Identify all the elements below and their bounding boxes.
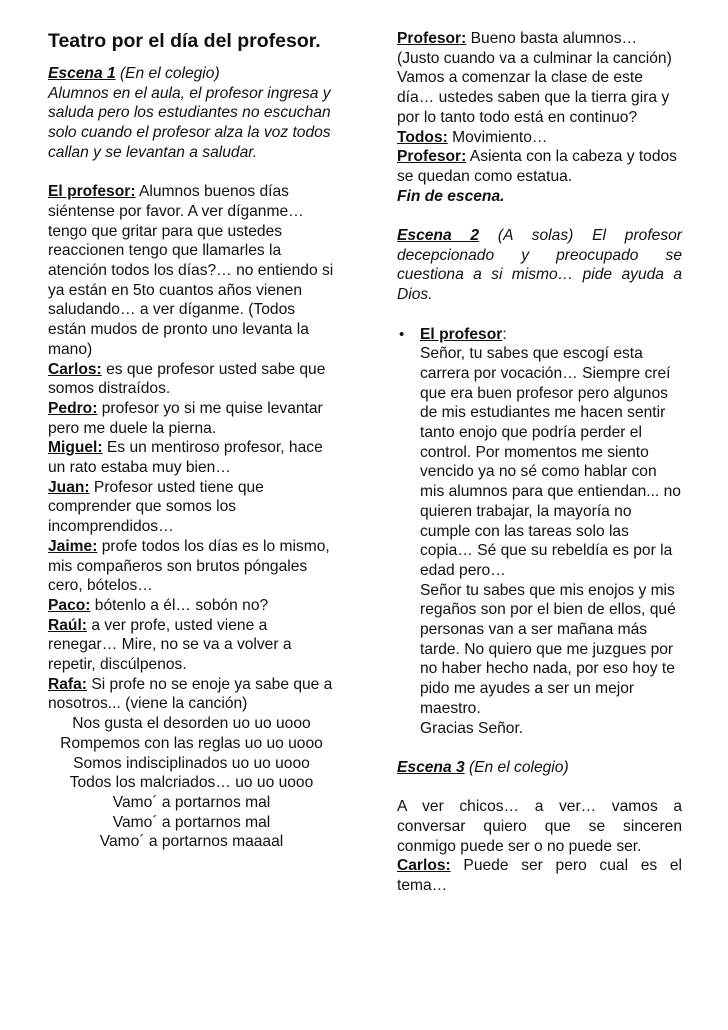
speaker-name: Jaime:	[48, 537, 98, 555]
speaker-name: Juan:	[48, 478, 90, 496]
scene-1-setting: (En el colegio)	[115, 65, 220, 82]
dialogue-text: Movimiento…	[447, 128, 548, 146]
dialogue-line	[48, 399, 335, 438]
dialogue-text: a ver profe, usted viene a renegar… Mire, no se va a volver a repetir, discúlpenos.	[48, 616, 292, 674]
speaker-name: Rafa:	[48, 675, 87, 693]
dialogue-line	[48, 537, 335, 596]
dialogue-text: Si profe no se enoje ya sabe que a nosotros... (viene la canción)	[48, 675, 333, 713]
left-column	[48, 29, 335, 852]
dialogue-line	[397, 147, 682, 186]
speaker-name: Raúl:	[48, 616, 87, 634]
dialogue-text: Bueno basta alumnos… (Justo cuando va a culminar la canción) Vamos a comenzar la clase de este día… ustedes saben que la tierra gira y por lo tanto todo está en continuo?	[397, 30, 672, 126]
scene-2-description: (A solas) El profesor decepcionado y preocupado se cuestiona a si mismo… pide ayuda a Dios.	[397, 227, 682, 304]
scene-1-label: Escena 1	[48, 65, 116, 82]
speaker-name: Profesor:	[397, 148, 467, 166]
song-line: Vamo´ a portarnos maaaal	[99, 833, 284, 851]
dialogue-line	[397, 29, 682, 128]
prayer-list	[397, 325, 682, 739]
spacer	[397, 778, 682, 798]
dialogue-text: Es un mentiroso profesor, hace un rato estaba muy bien…	[48, 439, 323, 477]
spacer	[397, 738, 682, 758]
speaker-name: El profesor:	[48, 183, 136, 201]
dialogue-line	[48, 360, 335, 399]
prayer-speaker	[420, 325, 682, 345]
dialogue-line	[397, 856, 682, 895]
dialogue-list	[48, 182, 335, 714]
scene-1-description: Alumnos en el aula, el profesor ingresa y saluda pero los estudiantes no escuchan solo cuando el profesor alza la voz todos callan y se levantan a saludar.	[48, 84, 331, 161]
dialogue-text: profe todos los días es lo mismo, mis compañeros son brutos póngales cero, bótelos…	[48, 537, 330, 595]
scene-3-dialogue: A ver chicos… a ver… vamos a conversar quiero que se sinceren conmigo puede ser o no puede ser.	[397, 798, 682, 855]
dialogue-text: Alumnos buenos días siéntense por favor. A ver díganme… tengo que gritar para que ustedes reaccionen tengo que llamarles la atención todos los días?… no entiendo si ya están en 5to cuantos años vienen saludando… a ver díganme. (Todos están mudos de pronto uno levanta la mano)	[48, 183, 334, 358]
dialogue-text: Profesor usted tiene que comprender que somos los incomprendidos…	[48, 478, 264, 536]
spacer	[48, 163, 335, 183]
scene-3-intro	[397, 758, 682, 778]
scene-1-intro	[48, 64, 335, 84]
dialogue-text: bótenlo a él… sobón no?	[90, 596, 269, 614]
song-line: Vamo´ a portarnos mal	[112, 813, 271, 831]
speaker-name: Profesor:	[397, 30, 467, 47]
speaker-name: Carlos:	[48, 360, 102, 378]
dialogue-text: Asienta con la cabeza y todos se quedan como estatua.	[397, 148, 677, 185]
speaker-name: Carlos:	[397, 857, 451, 875]
speaker-name: Paco:	[48, 596, 91, 614]
document-title: Teatro por el día del profesor.	[48, 30, 321, 52]
scene-3-label: Escena 3	[397, 758, 465, 776]
dialogue-line	[48, 596, 335, 616]
song-line: Nos gusta el desorden uo uo uooo	[72, 715, 311, 733]
song-line: Rompemos con las reglas uo uo uooo	[60, 734, 323, 752]
prayer-paragraph-1: Señor, tu sabes que escogí esta carrera por vocación… Siempre creí que era buen profesor pero algunos de mis estudiantes me hacen sentir tanto enojo que podría perder el control. Por momentos me siento vencido ya no sé como hablar con mis alumnos para que entiendan... no quieren trabajar, la mayoría no cumple con las tareas solo las copia… Sé que su rebeldía es por la edad pero…	[420, 345, 681, 579]
song-lyrics	[48, 714, 335, 852]
prayer-paragraph-2: Señor tu sabes que mis enojos y mis regaños son por el bien de ellos, qué personas van a ser mañana más tarde. No quiero que me juzgues por no haber hecho nada, por eso hoy te pido me ayudes a ser un mejor maestro.	[420, 581, 676, 717]
dialogue-line	[48, 675, 335, 714]
dialogue-text: Puede ser pero cual es el tema…	[397, 857, 682, 895]
spacer	[397, 305, 682, 325]
speaker-name: Pedro:	[48, 399, 98, 417]
bullet-icon: •	[399, 325, 405, 343]
scene-2-intro	[397, 226, 682, 305]
scene-2-label: Escena 2	[397, 227, 480, 245]
speaker-name: Miguel:	[48, 439, 103, 457]
dialogue-line	[48, 478, 335, 537]
dialogue-line	[397, 128, 682, 148]
dialogue-line	[48, 182, 335, 359]
speaker-name: Todos:	[397, 128, 448, 146]
speaker-name: El profesor	[420, 325, 503, 343]
dialogue-text: es que profesor usted sabe que somos distraídos.	[48, 360, 326, 398]
dialogue-text: profesor yo si me quise levantar pero me duele la pierna.	[48, 399, 323, 437]
song-line: Somos indisciplinados uo uo uooo	[73, 754, 310, 772]
prayer-closing: Gracias Señor.	[420, 719, 524, 737]
right-column	[397, 29, 682, 896]
end-of-scene: Fin de escena.	[397, 187, 505, 205]
scene-3-setting: (En el colegio)	[464, 758, 569, 776]
spacer	[397, 206, 682, 226]
dialogue-line	[48, 438, 335, 477]
song-line: Vamo´ a portarnos mal	[112, 794, 271, 811]
dialogue-line	[48, 616, 335, 675]
prayer-item	[397, 325, 682, 739]
song-line: Todos los malcriados… uo uo uooo	[69, 774, 314, 792]
speaker-colon: :	[502, 325, 507, 343]
